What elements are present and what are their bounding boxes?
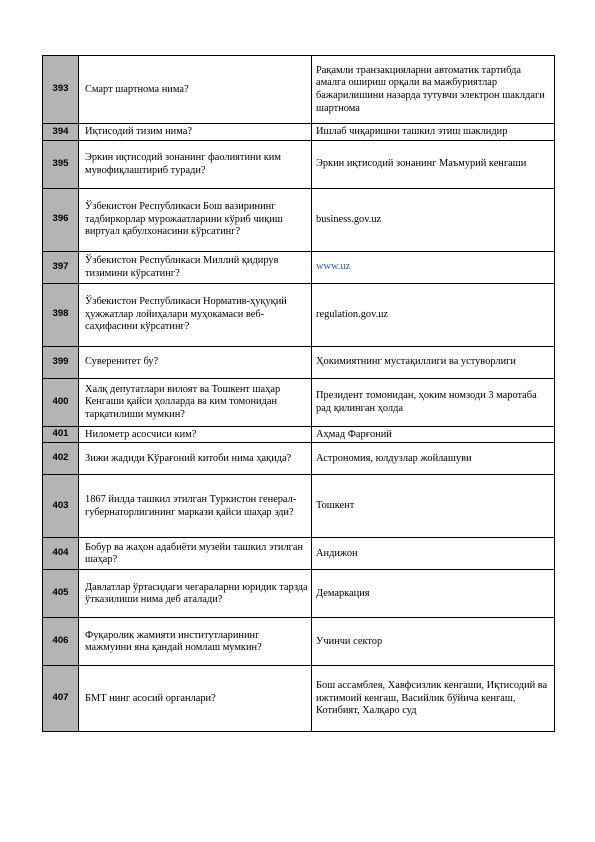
table-row	[43, 618, 555, 666]
table-row	[43, 188, 555, 251]
answer-cell: regulation.gov.uz	[312, 283, 555, 346]
question-cell: Иқтисодий тизим нима?	[79, 124, 312, 141]
answer-cell: Демаркация	[312, 570, 555, 618]
answer-cell: Эркин иқтисодий зонанинг Маъмурий кенгаши	[312, 140, 555, 188]
answer-cell: Астрономия, юлдузлар жойлашуви	[312, 443, 555, 475]
question-cell: Нилометр асосчиси ким?	[79, 426, 312, 443]
answer-cell: Аҳмад Фарғоний	[312, 426, 555, 443]
question-cell: 1867 йилда ташкил этилган Туркистон генерал-губернаторлигининг маркази қайси шаҳар эди?	[79, 475, 312, 538]
question-cell: Зижи жадиди Кўрағоний китоби нима ҳақида?	[79, 443, 312, 475]
row-number: 397	[43, 251, 79, 283]
table-row	[43, 251, 555, 283]
row-number: 399	[43, 346, 79, 378]
table-row	[43, 378, 555, 426]
answer-cell	[312, 251, 555, 283]
answer-cell: business.gov.uz	[312, 188, 555, 251]
row-number: 403	[43, 475, 79, 538]
row-number: 402	[43, 443, 79, 475]
table-row	[43, 56, 555, 124]
qa-table	[42, 55, 555, 732]
question-cell: Бобур ва жаҳон адабиёти музейи ташкил этилган шаҳар?	[79, 538, 312, 570]
row-number: 406	[43, 618, 79, 666]
question-cell: Фуқаролик жамияти институтларининг мажмуини яна қандай номлаш мумкин?	[79, 618, 312, 666]
table-row	[43, 140, 555, 188]
row-number: 405	[43, 570, 79, 618]
row-number: 407	[43, 666, 79, 732]
table-row	[43, 570, 555, 618]
question-cell: Смарт шартнома нима?	[79, 56, 312, 124]
table-row	[43, 426, 555, 443]
answer-cell: Рақамли транзакцияларни автоматик тартибда амалга ошириш орқали ва мажбуриятлар бажарилишини назарда тутувчи электрон шаклдаги шартнома	[312, 56, 555, 124]
table-row	[43, 666, 555, 732]
question-cell: Давлатлар ўртасидаги чегараларни юридик тарзда ўтказилиши нима деб аталади?	[79, 570, 312, 618]
answer-cell: Ишлаб чиқаришни ташкил этиш шаклидир	[312, 124, 555, 141]
row-number: 400	[43, 378, 79, 426]
table-row	[43, 346, 555, 378]
table-row	[43, 538, 555, 570]
row-number: 404	[43, 538, 79, 570]
answer-cell: Тошкент	[312, 475, 555, 538]
row-number: 396	[43, 188, 79, 251]
answer-cell: Андижон	[312, 538, 555, 570]
question-cell: БМТ нинг асосий органлари?	[79, 666, 312, 732]
row-number: 393	[43, 56, 79, 124]
question-cell: Ўзбекистон Республикаси Бош вазирининг тадбиркорлар мурожаатларини кўриб чиқиш виртуал қабулхонасини кўрсатинг?	[79, 188, 312, 251]
answer-cell: Ҳокимиятнинг мустақиллиги ва устуворлиги	[312, 346, 555, 378]
row-number: 401	[43, 426, 79, 443]
answer-link[interactable]: www.uz	[316, 261, 351, 273]
answer-cell: Учинчи сектор	[312, 618, 555, 666]
table-row	[43, 283, 555, 346]
answer-cell: Бош ассамблея, Хавфсизлик кенгаши, Иқтисодий ва ижтимоий кенгаш, Васийлик бўйича кенгаш, Котибият, Халқаро суд	[312, 666, 555, 732]
row-number: 395	[43, 140, 79, 188]
question-cell: Эркин иқтисодий зонанинг фаолиятини ким мувофиқлаштириб туради?	[79, 140, 312, 188]
question-cell: Ўзбекистон Республикаси Норматив-ҳуқуқий ҳужжатлар лойиҳалари муҳокамаси веб-саҳифасини кўрсатинг?	[79, 283, 312, 346]
table-row	[43, 443, 555, 475]
row-number: 394	[43, 124, 79, 141]
table-row	[43, 475, 555, 538]
question-cell: Ўзбекистон Республикаси Миллий қидирув тизимини кўрсатинг?	[79, 251, 312, 283]
answer-cell: Президент томонидан, ҳоким номзоди 3 маротаба рад қилинган ҳолда	[312, 378, 555, 426]
question-cell: Халқ депутатлари вилоят ва Тошкент шаҳар Кенгаши қайси ҳолларда ва ким томонидан тарқатилиши мумкин?	[79, 378, 312, 426]
question-cell: Суверенитет бу?	[79, 346, 312, 378]
row-number: 398	[43, 283, 79, 346]
table-row	[43, 124, 555, 141]
